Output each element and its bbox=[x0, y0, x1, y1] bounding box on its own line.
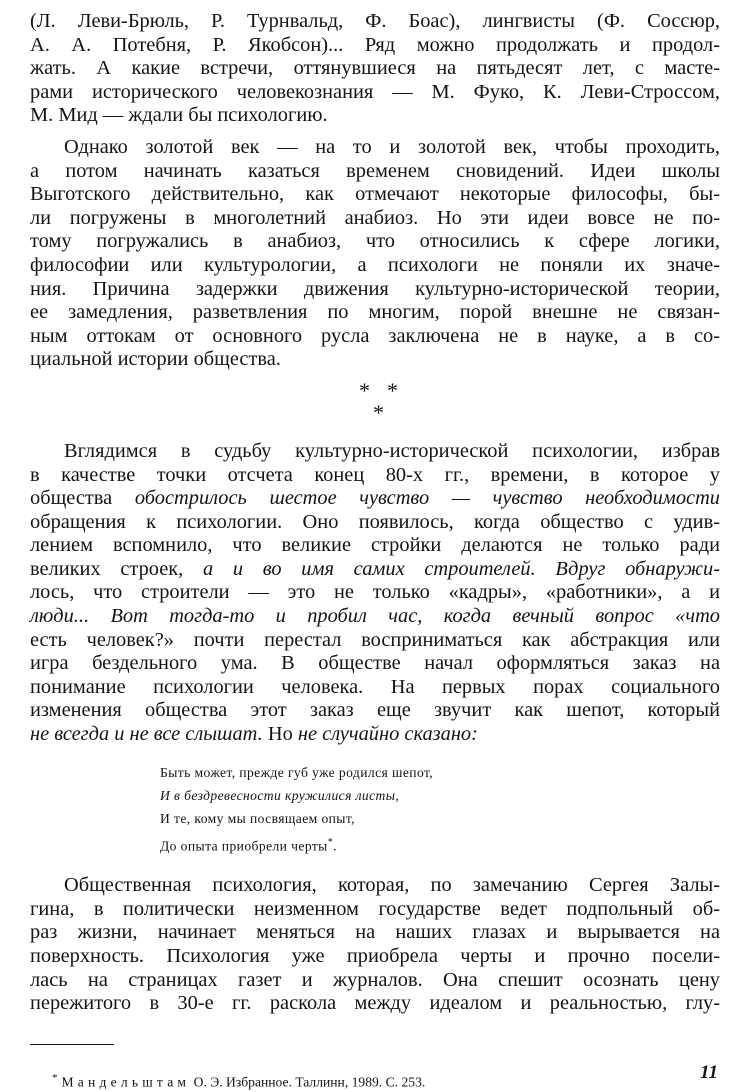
paragraph-3 bbox=[30, 440, 720, 747]
italic-text: обострилось шестое чувство — чувство необходимости bbox=[134, 487, 720, 510]
text-line: ным оттокам от основного русла заключена не в науке, а в со- bbox=[30, 324, 720, 347]
text-line: понимание психологии человека. На первых порах социального bbox=[30, 675, 720, 698]
text-line: а потом начинать казаться временем сновидений. Идеи школы bbox=[30, 159, 720, 182]
italic-text: не всегда и не все слышат. bbox=[30, 723, 263, 746]
poem-line-text: До опыта приобрели черты bbox=[160, 838, 328, 854]
footnote-text: О. Э. Избранное. Таллинн, 1989. С. 253. bbox=[193, 1074, 426, 1090]
text-line: ее замедления, разветвления по многим, порой внешне не связан- bbox=[30, 301, 720, 324]
text-line: в качестве точки отсчета конец 80-х гг., времени, в которое у bbox=[30, 463, 720, 486]
italic-text: не случайно сказано: bbox=[297, 723, 478, 746]
text-line: игра бездельного ума. В обществе начал оформляться заказ на bbox=[30, 652, 720, 675]
separator-star: * bbox=[359, 377, 370, 403]
text-line: обращения к психологии. Оно появилось, когда общество с удив- bbox=[30, 510, 720, 533]
text-line: раз жизни, начинает меняться на наших глазах и вырывается на bbox=[30, 921, 720, 944]
poem-line-end: . bbox=[333, 838, 337, 854]
text-line: Выготского действительно, как отмечают некоторые философы, бы- bbox=[30, 183, 720, 206]
text-line: гина, в политически неизменном государстве ведет подпольный об- bbox=[30, 897, 720, 920]
poem-line: Быть может, прежде губ уже родился шепот, bbox=[160, 764, 434, 780]
poem-line bbox=[160, 831, 720, 854]
text-line: пережитого в 30-е гг. раскола между идеалом и реальностью, глу- bbox=[30, 992, 720, 1015]
text-line: Однако золотой век — на то и золотой век, чтобы проходить, bbox=[64, 135, 720, 158]
text-line: М. Мид — ждали бы психологию. bbox=[30, 104, 328, 127]
text-line bbox=[30, 487, 720, 511]
text-line: лось, что строители — это не только «кадры», «работники», а и bbox=[30, 581, 720, 604]
page-number: 11 bbox=[700, 1062, 718, 1083]
text-line: Вглядимся в судьбу культурно-исторической психологии, избрав bbox=[64, 439, 720, 462]
poem-line: И те, кому мы посвящаем опыт, bbox=[160, 811, 355, 827]
footnote-rule bbox=[30, 1044, 114, 1045]
separator-star: * bbox=[387, 377, 398, 403]
poem-line: И в бездревесности кружилися листы, bbox=[160, 788, 400, 804]
text-line: лась на страницах газет и журналов. Она спешит осознать цену bbox=[30, 968, 720, 991]
separator-star: * bbox=[373, 399, 384, 425]
footnote-author: Мандельштам bbox=[61, 1074, 191, 1090]
poem-quote bbox=[160, 761, 720, 855]
italic-text: а и во имя самих строителей. Вдруг обнаружи- bbox=[203, 557, 720, 580]
footnote-reference: * bbox=[327, 836, 334, 848]
footnote bbox=[30, 1069, 720, 1092]
text-line: изменения общества этот заказ еще звучит как шепот, который bbox=[30, 699, 720, 722]
paragraph-4 bbox=[30, 874, 720, 1016]
paragraph-1 bbox=[30, 10, 720, 128]
text-line bbox=[30, 723, 720, 747]
text-line: жать. А какие встречи, оттянувшиеся на пятьдесят лет, с масте- bbox=[30, 57, 720, 80]
text-line: циальной истории общества. bbox=[30, 348, 281, 371]
text-line: тому погружались в анабиоз, что относились к сфере логики, bbox=[30, 230, 720, 253]
text-line: А. А. Потебня, Р. Якобсон)... Ряд можно продолжать и продол- bbox=[30, 33, 720, 56]
paragraph-2 bbox=[30, 136, 720, 372]
text-line bbox=[30, 558, 720, 582]
italic-text-line: люди... Вот тогда-то и пробил час, когда вечный вопрос «что bbox=[30, 605, 720, 628]
text-line: ли погружены в многолетний анабиоз. Но эти идеи вовсе не по- bbox=[30, 206, 720, 229]
text-line: (Л. Леви-Брюль, Р. Турнвальд, Ф. Боас), лингвисты (Ф. Соссюр, bbox=[30, 10, 720, 32]
footnote-mark: * bbox=[52, 1071, 58, 1084]
text-line: Общественная психология, которая, по замечанию Сергея Залы- bbox=[64, 874, 720, 897]
text-line: лением вспомнило, что великие стройки делаются не только ради bbox=[30, 534, 720, 557]
text-line: поверхность. Психология уже приобрела черты и прочно посели- bbox=[30, 944, 720, 967]
text-line: рами исторического человекознания — М. Фуко, К. Леви-Строссом, bbox=[30, 80, 720, 103]
text-run: Но bbox=[267, 723, 293, 746]
page-content bbox=[30, 10, 720, 1091]
text-line: философии или культурологии, а психологи не поняли их значе- bbox=[30, 253, 720, 276]
text-line: есть человек?» почти перестал восприниматься как абстракция или bbox=[30, 628, 720, 651]
text-run: общества bbox=[30, 487, 113, 510]
text-line: ния. Причина задержки движения культурно-исторической теории, bbox=[30, 277, 720, 300]
section-separator bbox=[30, 377, 720, 440]
text-run: великих строек, bbox=[30, 557, 184, 580]
